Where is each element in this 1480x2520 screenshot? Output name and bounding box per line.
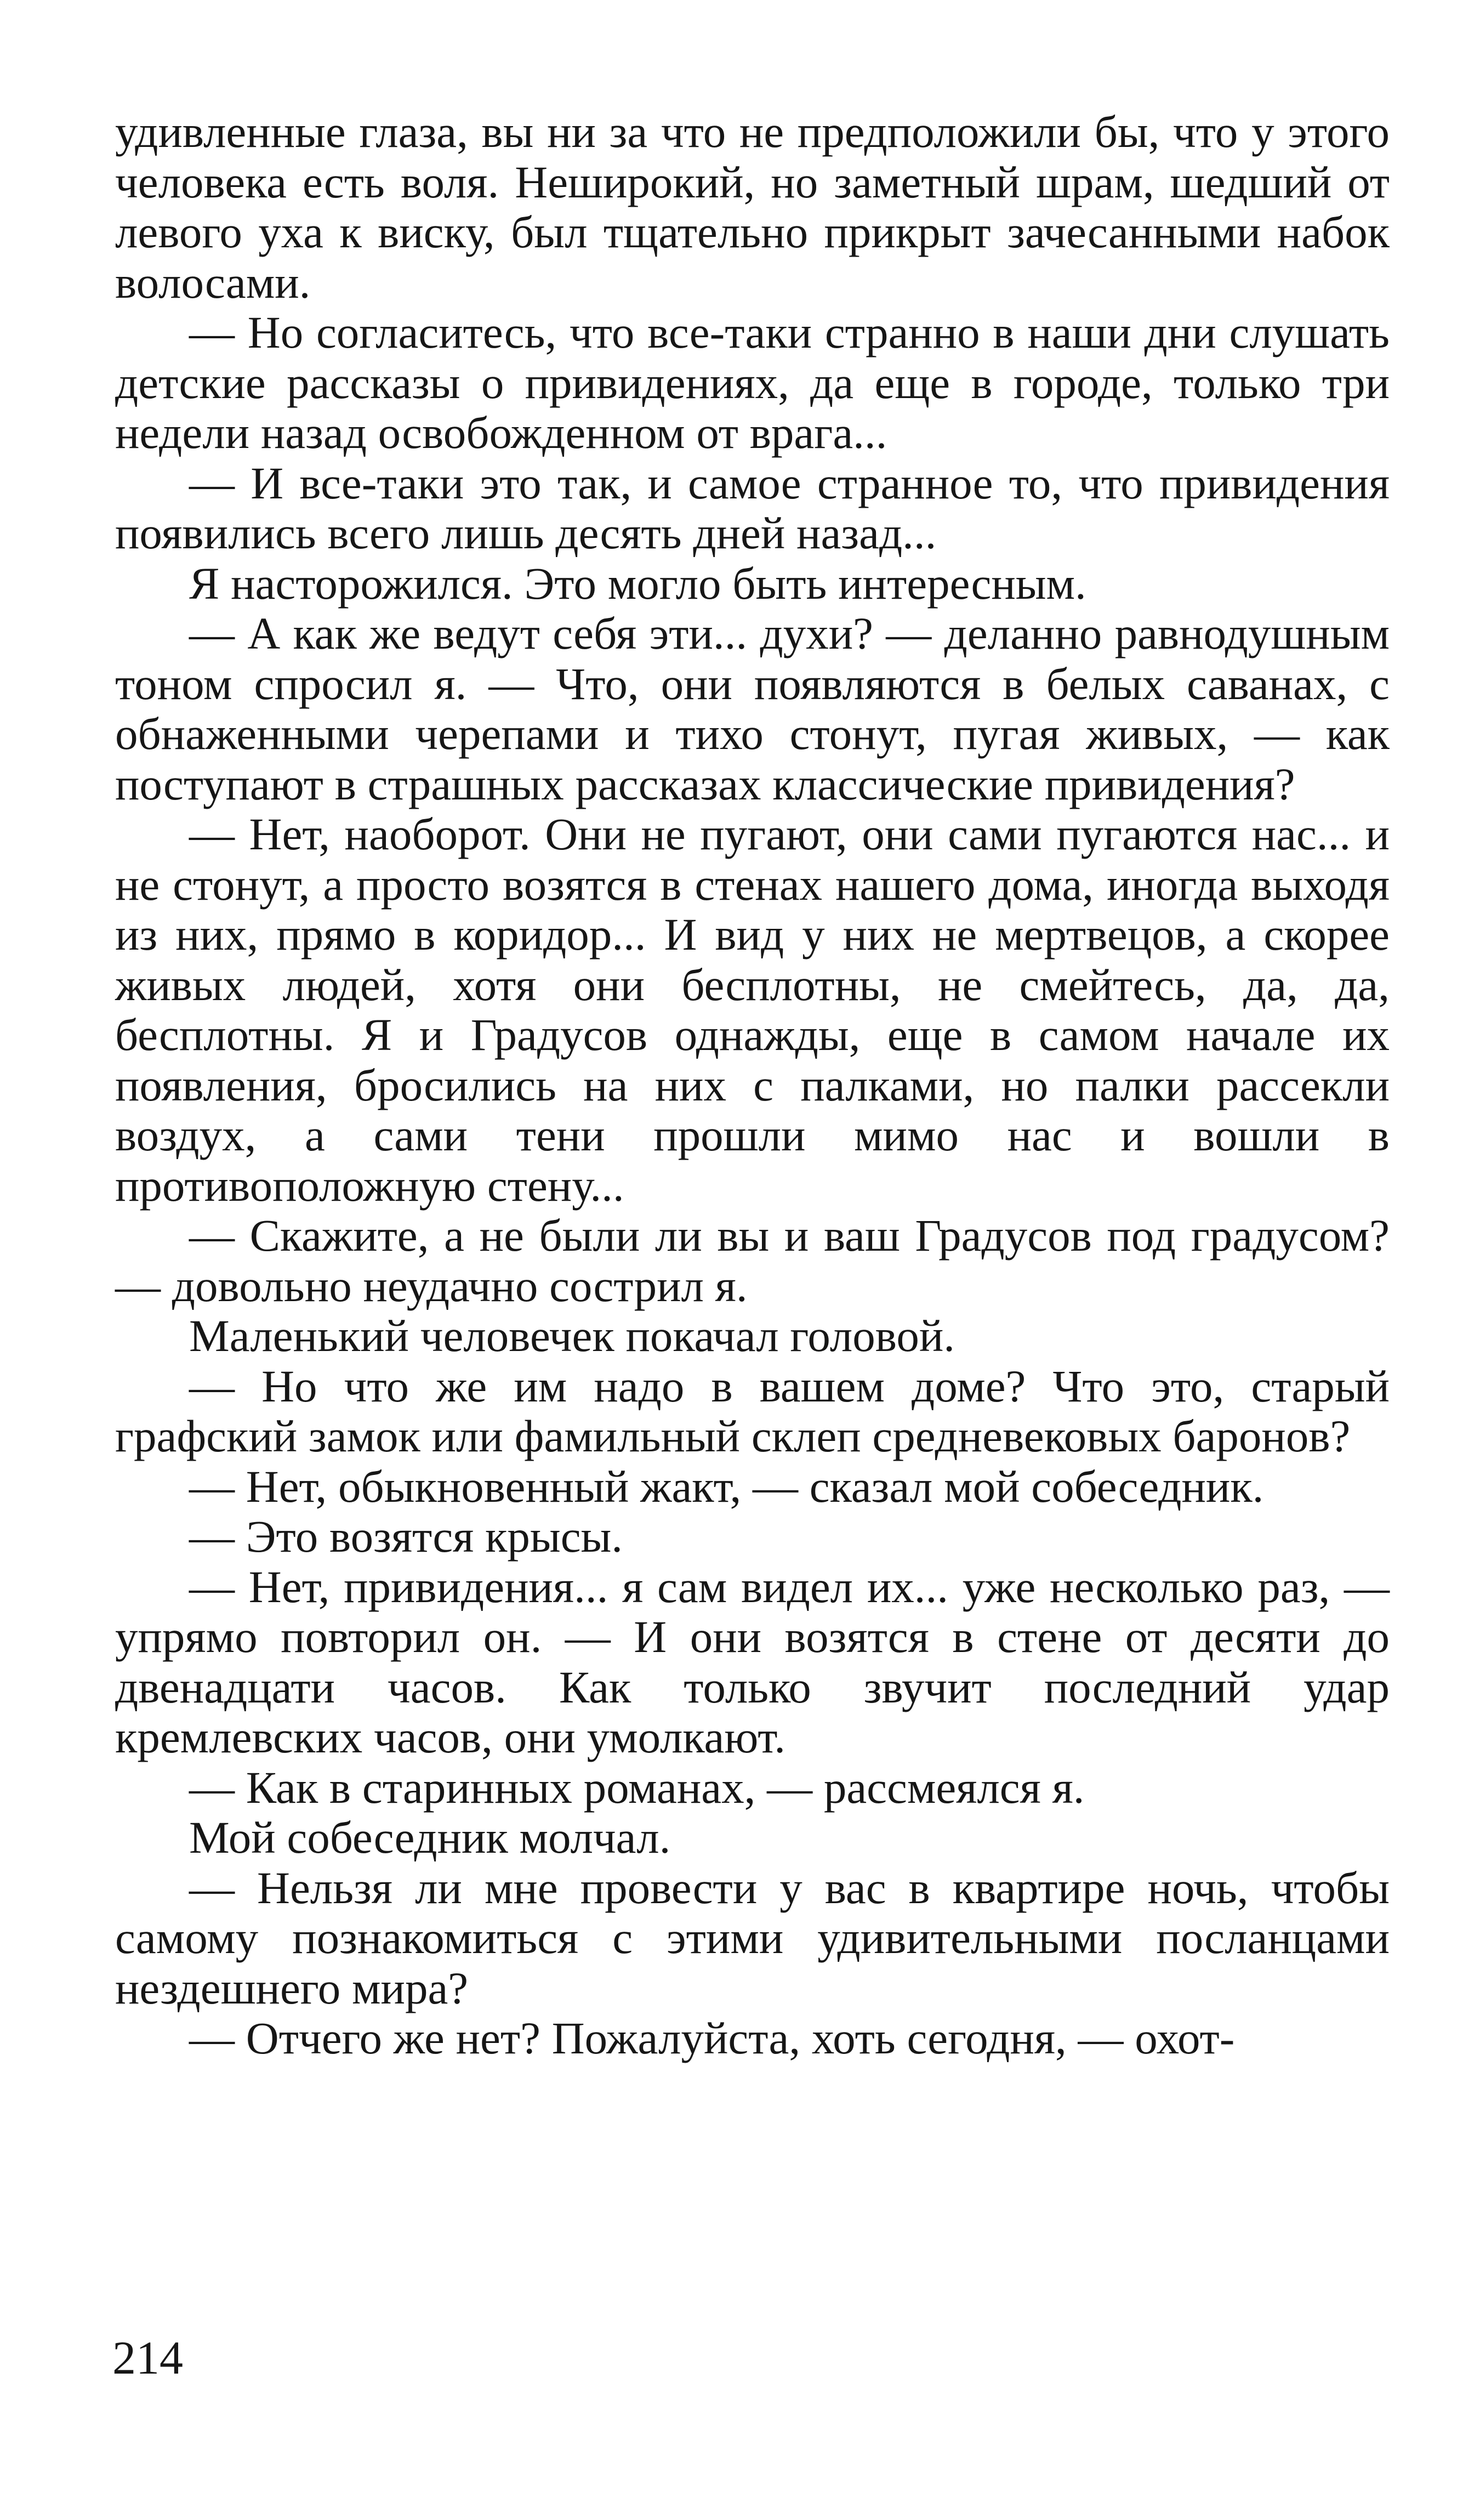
paragraph-11: — Это возятся крысы. bbox=[189, 1511, 623, 1562]
page-number: 214 bbox=[112, 2331, 183, 2384]
paragraph-7: — Скажите, а не были ли вы и ваш Градусов под градусом? — довольно неудачно сострил я. bbox=[115, 1210, 1390, 1311]
paragraph-8: Маленький человечек покачал головой. bbox=[189, 1310, 955, 1361]
body-text bbox=[115, 107, 1390, 2064]
paragraph-10: — Нет, обыкновенный жакт, — сказал мой собеседник. bbox=[189, 1461, 1264, 1512]
paragraph-4: Я насторожился. Это могло быть интересным. bbox=[189, 558, 1086, 609]
paragraph-5: — А как же ведут себя эти... духи? — деланно равнодушным тоном спросил я. — Что, они появляются в белых саванах, с обнаженными черепами и тихо стонут, пугая живых, — как поступают в страшных рассказах классические привидения? bbox=[115, 608, 1390, 809]
paragraph-3: — И все-таки это так, и самое странное то, что привидения появились всего лишь десять дней назад... bbox=[115, 457, 1390, 558]
paragraph-1: удивленные глаза, вы ни за что не предположили бы, что у этого человека есть воля. Неширокий, но заметный шрам, шедший от левого уха к виску, был тщательно прикрыт зачесанными набок волосами. bbox=[115, 106, 1390, 308]
paragraph-13: — Как в старинных романах, — рассмеялся я. bbox=[189, 1762, 1085, 1813]
paragraph-14: Мой собеседник молчал. bbox=[189, 1812, 671, 1863]
paragraph-12: — Нет, привидения... я сам видел их... уже несколько раз, — упрямо повторил он. — И они возятся в стене от десяти до двенадцати часов. Как только звучит последний удар кремлевских часов, они умолкают. bbox=[115, 1561, 1390, 1762]
paragraph-6: — Нет, наоборот. Они не пугают, они сами пугаются нас... и не стонут, а просто возятся в стенах нашего дома, иногда выходя из них, прямо в коридор... И вид у них не мертвецов, а скорее живых людей, хотя они бесплотны, не смейтесь, да, да, бесплотны. Я и Градусов однажды, еще в самом начале их появления, бросились на них с палками, но палки рассекли воздух, а сами тени прошли мимо нас и вошли в противоположную стену... bbox=[115, 809, 1390, 1211]
paragraph-15: — Нельзя ли мне провести у вас в квартире ночь, чтобы самому познакомиться с этими удивительными посланцами нездешнего мира? bbox=[115, 1862, 1390, 2013]
paragraph-9: — Но что же им надо в вашем доме? Что это, старый графский замок или фамильный склеп средневековых баронов? bbox=[115, 1360, 1390, 1461]
paragraph-2: — Но согласитесь, что все-таки странно в наши дни слушать детские рассказы о привидениях, да еще в городе, только три недели назад освобожденном от врага... bbox=[115, 307, 1390, 458]
paragraph-16: — Отчего же нет? Пожалуйста, хоть сегодня, — охот- bbox=[189, 2013, 1235, 2063]
